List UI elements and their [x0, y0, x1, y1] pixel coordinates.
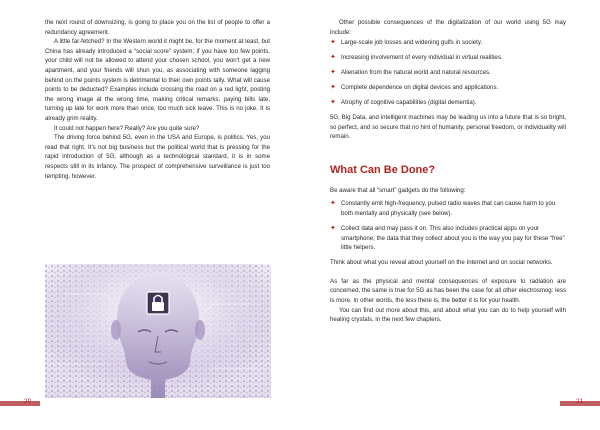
- paragraph: A little far-fetched? In the Western world it might be, for the moment at least, but China has already introduced a “social score” system; if you have too few points, your child will not be allowed to attend your chosen school, you won’t get a new apartment, and your friends will shun you, as associating with someone lagging behind on the points system is detrimental to their own points tally. What will cause points to be deducted? Examples include crossing the road on a red light, posting the wrong image at the wrong time, making critical remarks, paying bills late, turning up late for work more than once, too much sick leave. This is no joke. It is already grim reality.: [45, 38, 270, 122]
- star-bullet-icon: ✦: [330, 225, 336, 233]
- right-text-column: [330, 18, 566, 325]
- list-item: ✦ Increasing involvement of every individual in virtual realities.: [330, 54, 503, 62]
- star-bullet-icon: ✦: [330, 84, 336, 92]
- gadget-list: [330, 199, 566, 252]
- star-bullet-icon: ✦: [330, 54, 336, 62]
- left-text-column: [45, 18, 270, 181]
- footer-bar-left: [0, 401, 40, 406]
- paragraph: You can find out more about this, and about what you can do to help yourself with healing crystals, in the next few chapters.: [330, 306, 566, 324]
- section-heading: What Can Be Done?: [330, 163, 436, 176]
- list-item: ✦ Large-scale job losses and widening gulfs in society.: [330, 39, 483, 47]
- star-bullet-icon: ✦: [330, 200, 336, 208]
- paragraph: the next round of downsizing, is going to place you on the list of people to offer a redundancy agreement.: [45, 19, 270, 36]
- paragraph: Be aware that all “smart” gadgets do the following:: [330, 186, 466, 194]
- head-with-lock-icon: [45, 264, 271, 398]
- page-number-left: 20: [24, 398, 32, 405]
- paragraph: As far as the physical and mental consequences of exposure to radiation are concerned, the same is true for 5G as has been the case for all other electrosmog: less is more. In other words, the less there is, the better it is for your health.: [330, 277, 566, 305]
- list-item: ✦ Constantly emit high-frequency, pulsed radio waves that can cause harm to you both mentally and physically (see below).: [330, 200, 556, 218]
- intro-paragraph: Other possible consequences of the digitalization of our world using 5G may include:: [330, 19, 566, 36]
- list-item: ✦ Atrophy of cognitive capabilities (digital dementia).: [330, 99, 477, 107]
- list-item: ✦ Complete dependence on digital devices and applications.: [330, 84, 499, 92]
- page-number-right: 21: [576, 398, 584, 405]
- list-item: ✦ Alienation from the natural world and natural resources.: [330, 69, 491, 77]
- star-bullet-icon: ✦: [330, 69, 336, 77]
- paragraph: Think about what you reveal about yourself on the Internet and on social networks.: [330, 259, 553, 267]
- paragraph: The driving force behind 5G, even in the USA and Europe, is politics. Yes, you read that right. It’s not big business but the political world that is pressing for the rapid introduction of 5G, although as a technological standard, it is in some respects still in its infancy. The prospect of comprehensive surveillance is just too tempting, however.: [45, 134, 270, 180]
- list-item: ✦ Collect data and may pass it on. This also includes practical apps on your smartphone; the data that they collect about you is the way you pay for these “free” little helpers.: [330, 225, 565, 252]
- digital-head-illustration: [45, 264, 271, 398]
- star-bullet-icon: ✦: [330, 99, 336, 107]
- consequences-list: [330, 38, 566, 108]
- paragraph: 5G, Big Data, and intelligent machines may be leading us into a future that is so bright, so perfect, and so secure that no hint of humanity, personal freedom, or individuality will remain.: [330, 114, 566, 141]
- paragraph: It could not happen here? Really? Are you quite sure?: [54, 124, 200, 132]
- star-bullet-icon: ✦: [330, 39, 336, 47]
